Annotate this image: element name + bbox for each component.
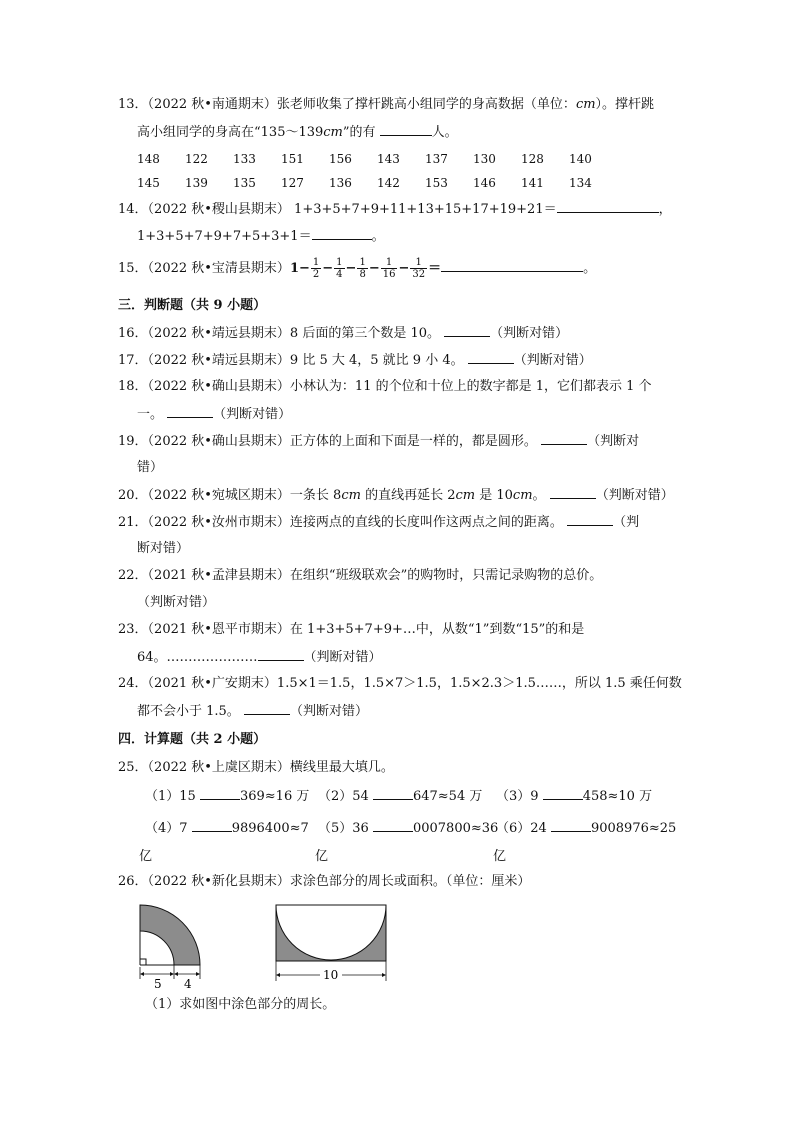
q25-title: 25．（2022 秋•上虞区期末）横线里最大填几。 (118, 760, 394, 775)
answer-blank[interactable] (312, 227, 372, 240)
answer-blank[interactable] (444, 324, 490, 337)
answer-blank[interactable] (468, 351, 514, 364)
q22-line1: 22．（2021 秋•孟津县期末）在组织“班级联欢会”的购物时，只需记录购物的总价。 (118, 568, 603, 583)
fraction: $\frac{1}{8}$ (359, 257, 366, 280)
q25-item-6: （6）24 9008976≈25 (496, 821, 677, 836)
answer-blank[interactable] (441, 259, 583, 272)
answer-blank[interactable] (192, 819, 232, 832)
q25-yi-1: 亿 (139, 849, 153, 864)
fraction: $\frac{1}{4}$ (336, 257, 343, 280)
answer-blank[interactable] (380, 123, 432, 136)
answer-blank[interactable] (551, 819, 591, 832)
answer-blank[interactable] (557, 200, 659, 213)
answer-blank[interactable] (541, 432, 587, 445)
answer-blank[interactable] (373, 787, 413, 800)
dimension-label-10: 10 (323, 968, 339, 982)
rectangle-semicircle-figure (270, 899, 394, 991)
answer-blank[interactable] (567, 513, 613, 526)
q20-line: 20．（2022 秋•宛城区期末）一条长 8cm 的直线再延长 2cm 是 10cm。 （判断对错） (118, 488, 674, 503)
q25-item-3: （3）9 458≈10 万 (496, 789, 653, 804)
q14-line2: 1+3+5+7+9+7+5+3+1＝ 。 (137, 229, 385, 244)
fraction: $\frac{1}{2}$ (312, 257, 320, 280)
q25-item-2: （2）54 647≈54 万 (318, 789, 483, 804)
q25-yi-3: 亿 (493, 849, 507, 864)
q15-line: 15．（2022 秋•宝清县期末）1− $\frac{1}{2}$ − $\frac{1}{4}$ − $\frac{1}{8}$ − $\frac{1}{16}$ − $\frac{1}{32}$ ＝ 。 (118, 257, 597, 280)
q18-line2: 一。 （判断对错） (137, 407, 292, 422)
q25-item-1: （1）15 369≈16 万 (145, 789, 310, 804)
section-3-heading: 三．判断题（共 9 小题） (118, 298, 267, 313)
answer-blank[interactable] (550, 486, 596, 499)
q13-data-row-2: 145 139 135 127 136 142 153 146 141 134 (137, 176, 592, 190)
dimension-label-4: 4 (184, 977, 192, 991)
q18-line1: 18．（2022 秋•确山县期末）小林认为：11 的个位和十位上的数字都是 1，它们都表示 1 个 (118, 379, 652, 394)
q25-item-5: （5）36 0007800≈36 (318, 821, 499, 836)
answer-blank[interactable] (244, 702, 290, 715)
answer-blank[interactable] (543, 787, 583, 800)
q19-line1: 19．（2022 秋•确山县期末）正方体的上面和下面是一样的，都是圆形。 （判断对 (118, 434, 640, 449)
answer-blank[interactable] (373, 819, 413, 832)
q21-line1: 21．（2022 秋•汝州市期末）连接两点的直线的长度叫作这两点之间的距离。 （判 (118, 515, 640, 530)
shaded-ring-region (140, 905, 200, 965)
dimension-label-5: 5 (154, 977, 162, 991)
q13-data-row-1: 148 122 133 151 156 143 137 130 128 140 (137, 152, 592, 166)
q25-item-4: （4）7 9896400≈7 (145, 821, 309, 836)
q21-line2: 断对错） (137, 541, 190, 556)
q19-line2: 错） (137, 460, 164, 475)
q22-line2: （判断对错） (137, 595, 216, 610)
q25-yi-2: 亿 (315, 849, 329, 864)
q13-line1: 13．（2022 秋•南通期末）张老师收集了撑杆跳高小组同学的身高数据（单位：cm）。撑杆跳 (118, 97, 655, 112)
fraction: $\frac{1}{32}$ (412, 257, 426, 280)
q24-line2: 都不会小于 1.5。 （判断对错） (137, 704, 368, 719)
answer-blank[interactable] (258, 648, 304, 661)
fraction: $\frac{1}{16}$ (382, 257, 396, 280)
q23-line1: 23．（2021 秋•恩平市期末）在 1+3+5+7+9+…中，从数“1”到数“15”的和是 (118, 622, 585, 637)
answer-blank[interactable] (200, 787, 240, 800)
q16-line: 16．（2022 秋•靖远县期末）8 后面的第三个数是 10。 （判断对错） (118, 326, 569, 341)
q14-line1: 14．（2022 秋•稷山县期末） 1+3+5+7+9+11+13+15+17+19+21＝ ， (118, 202, 672, 217)
q23-line2: 64。………………… （判断对错） (137, 650, 382, 665)
q17-line: 17．（2022 秋•靖远县期末）9 比 5 大 4，5 就比 9 小 4。 （判断对错） (118, 353, 592, 368)
q13-line2: 高小组同学的身高在“135～139cm”的有 人。 (137, 125, 458, 140)
q26-title: 26．（2022 秋•新化县期末）求涂色部分的周长或面积。（单位：厘米） (118, 874, 531, 889)
answer-blank[interactable] (167, 405, 213, 418)
q24-line1: 24．（2021 秋•广安期末）1.5×1＝1.5，1.5×7＞1.5，1.5×2.3＞1.5……，所以 1.5 乘任何数 (118, 676, 682, 691)
q26-sub1: （1）求如图中涂色部分的周长。 (145, 997, 336, 1012)
quarter-ring-figure (134, 899, 210, 991)
section-4-heading: 四．计算题（共 2 小题） (118, 732, 267, 747)
